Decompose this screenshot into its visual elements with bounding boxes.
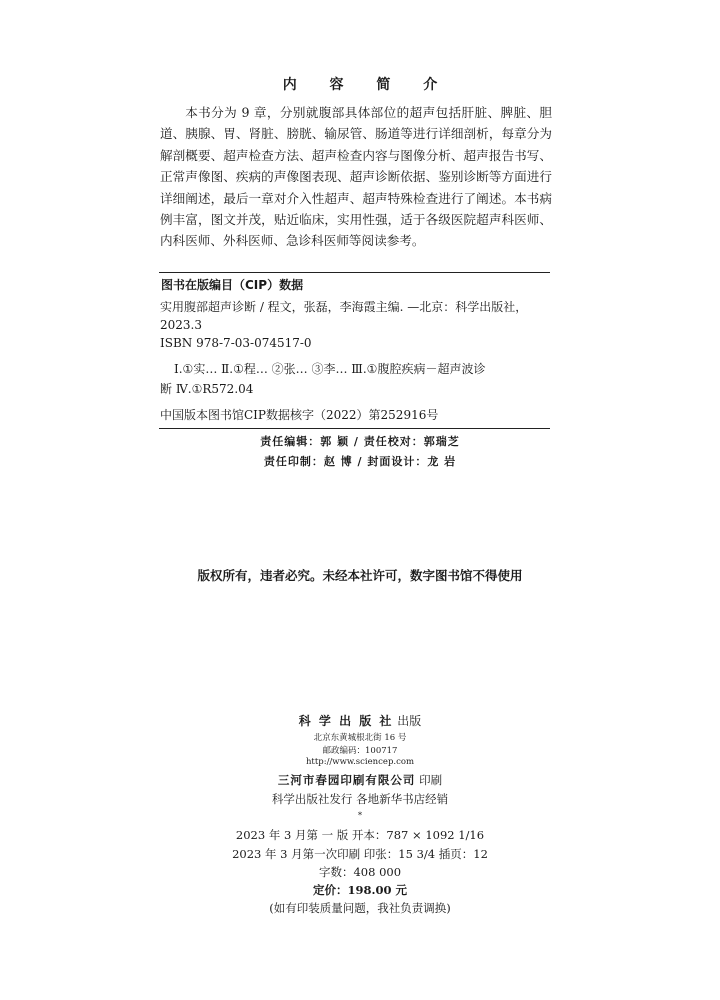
quality-notice: (如有印装质量问题，我社负责调换)	[269, 901, 451, 915]
edition-line: 2023 年 3 月第 一 版 开本：787 × 1092 1/16	[235, 828, 485, 842]
credits-editors: 责任编辑：郭 颖 / 责任校对：郭瑞芝	[260, 435, 460, 448]
cip-bottom-rule	[159, 428, 550, 429]
credits-print: 责任印制：赵 博 / 封面设计：龙 岩	[263, 455, 457, 468]
price: 定价：198.00 元	[312, 883, 407, 897]
cip-top-rule	[159, 272, 550, 273]
printer-line	[0, 772, 720, 788]
credits-block	[0, 433, 720, 473]
publisher-name: 科 学 出 版 社	[298, 714, 394, 728]
intro-body: 本书分为 9 章，分别就腹部具体部位的超声包括肝脏、脾脏、胆道、胰腺、胃、肾脏、膀胱、输尿管、肠道等进行详细剖析，每章分为解剖概要、超声检查方法、超声检查内容与图像分析、超声报告书写、正常声像图、疾病的声像图表现、超声诊断依据、鉴别诊断等方面进行详细阐述，最后一章对介入性超声、超声特殊检查进行了阐述。本书病例丰富，图文并茂，贴近临床，实用性强，适于各级医院超声科医师、内科医师、外科医师、急诊科医师等阅读参考。	[160, 105, 552, 249]
cip-date-line: 2023.3	[160, 318, 202, 332]
publisher-block	[0, 712, 720, 922]
publisher-postcode: 邮政编码：100717	[322, 746, 398, 756]
cip-title-line: 实用腹部超声诊断 / 程文，张磊，李海霞主编. —北京：科学出版社，	[160, 300, 528, 314]
intro-title: 内 容 简 介	[282, 77, 452, 93]
publisher-address: 北京东黄城根北街 16 号	[313, 733, 407, 743]
cip-isbn: ISBN 978-7-03-074517-0	[160, 336, 312, 350]
cip-block	[160, 276, 552, 426]
cip-classification-line1: Ⅰ.①实… Ⅱ.①程… ②张… ③李… Ⅲ.①腹腔疾病－超声波诊	[174, 362, 486, 376]
publisher-url: http://www.sciencep.com	[305, 757, 415, 767]
cip-core-number: 中国版本图书馆CIP数据核字（2022）第252916号	[160, 408, 439, 422]
cip-classification-line2: 断 Ⅳ.①R572.04	[160, 382, 254, 396]
printer-suffix: 印刷	[419, 773, 443, 787]
distribution-line: 科学出版社发行 各地新华书店经销	[271, 792, 449, 806]
printing-line: 2023 年 3 月第一次印刷 印张：15 3/4 插页：12	[232, 847, 488, 861]
cip-heading: 图书在版编目（CIP）数据	[161, 278, 304, 292]
publisher-name-line	[0, 712, 720, 729]
printer-name: 三河市春园印刷有限公司	[277, 773, 416, 787]
publisher-name-suffix: 出版	[397, 714, 422, 728]
copyright-notice: 版权所有，违者必究。未经本社许可，数字图书馆不得使用	[197, 568, 523, 583]
separator-asterisk: *	[357, 811, 363, 821]
word-count: 字数：408 000	[318, 865, 402, 879]
